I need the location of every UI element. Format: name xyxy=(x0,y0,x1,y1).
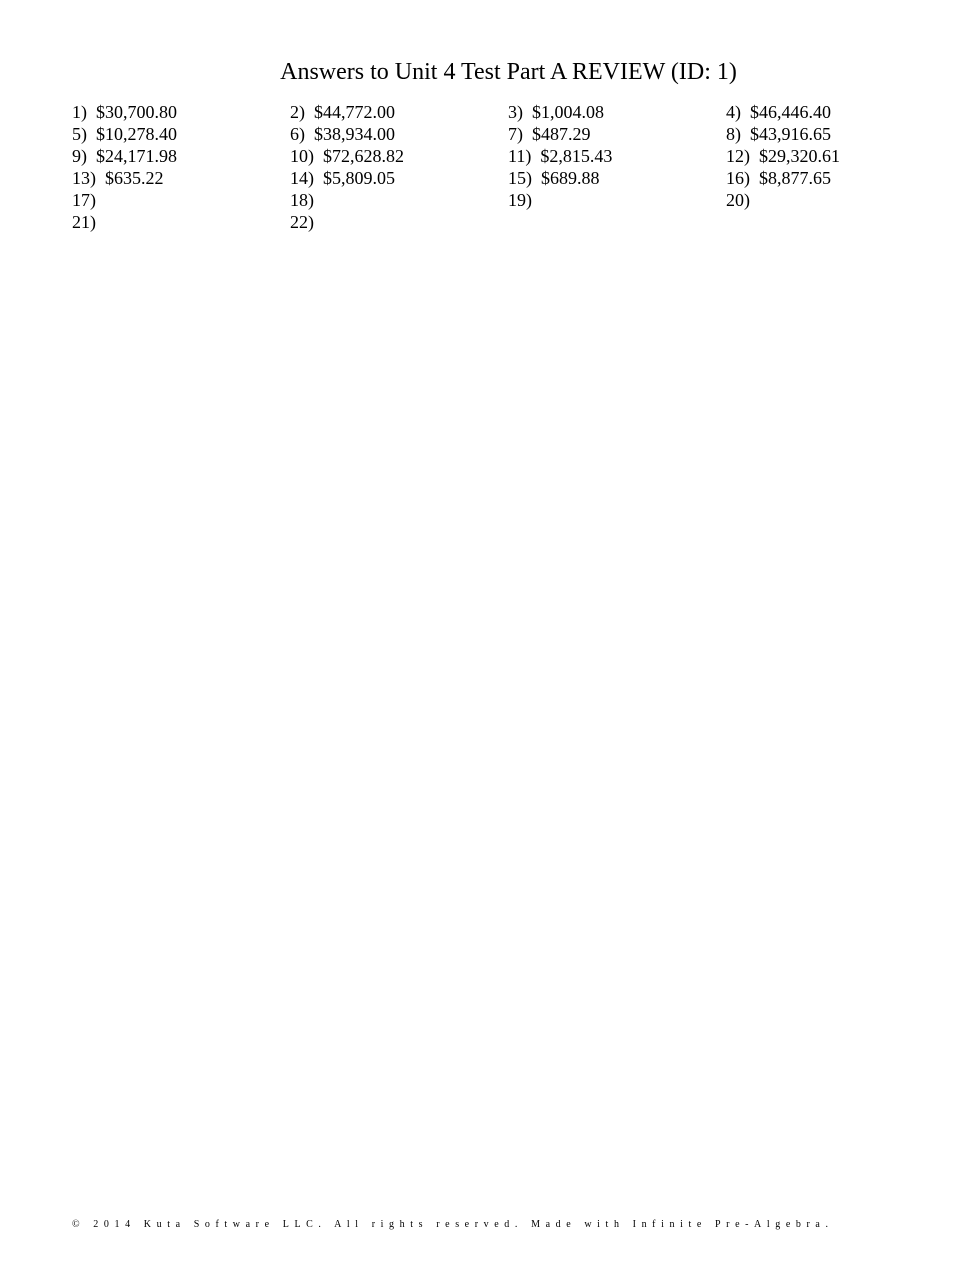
answer-10: 10) $72,628.82 xyxy=(290,146,404,166)
answer-13: 13) $635.22 xyxy=(72,168,164,188)
answer-12: 12) $29,320.61 xyxy=(726,146,840,166)
answer-19: 19) xyxy=(508,190,532,210)
answer-18: 18) xyxy=(290,190,314,210)
answer-16: 16) $8,877.65 xyxy=(726,168,831,188)
answer-grid xyxy=(0,101,979,241)
answer-4: 4) $46,446.40 xyxy=(726,102,831,122)
answer-15: 15) $689.88 xyxy=(508,168,600,188)
answer-1: 1) $30,700.80 xyxy=(72,102,177,122)
answer-20: 20) xyxy=(726,190,750,210)
copyright-footer: © 2014 Kuta Software LLC. All rights reserved. Made with Infinite Pre-Algebra. xyxy=(72,1219,834,1230)
answer-17: 17) xyxy=(72,190,96,210)
answer-8: 8) $43,916.65 xyxy=(726,124,831,144)
answer-5: 5) $10,278.40 xyxy=(72,124,177,144)
page-title: Answers to Unit 4 Test Part A REVIEW (ID: 1) xyxy=(280,59,737,85)
answer-21: 21) xyxy=(72,212,96,232)
answer-22: 22) xyxy=(290,212,314,232)
answer-9: 9) $24,171.98 xyxy=(72,146,177,166)
answer-11: 11) $2,815.43 xyxy=(508,146,613,166)
answer-6: 6) $38,934.00 xyxy=(290,124,395,144)
answer-2: 2) $44,772.00 xyxy=(290,102,395,122)
answer-14: 14) $5,809.05 xyxy=(290,168,395,188)
answer-7: 7) $487.29 xyxy=(508,124,591,144)
answer-3: 3) $1,004.08 xyxy=(508,102,604,122)
